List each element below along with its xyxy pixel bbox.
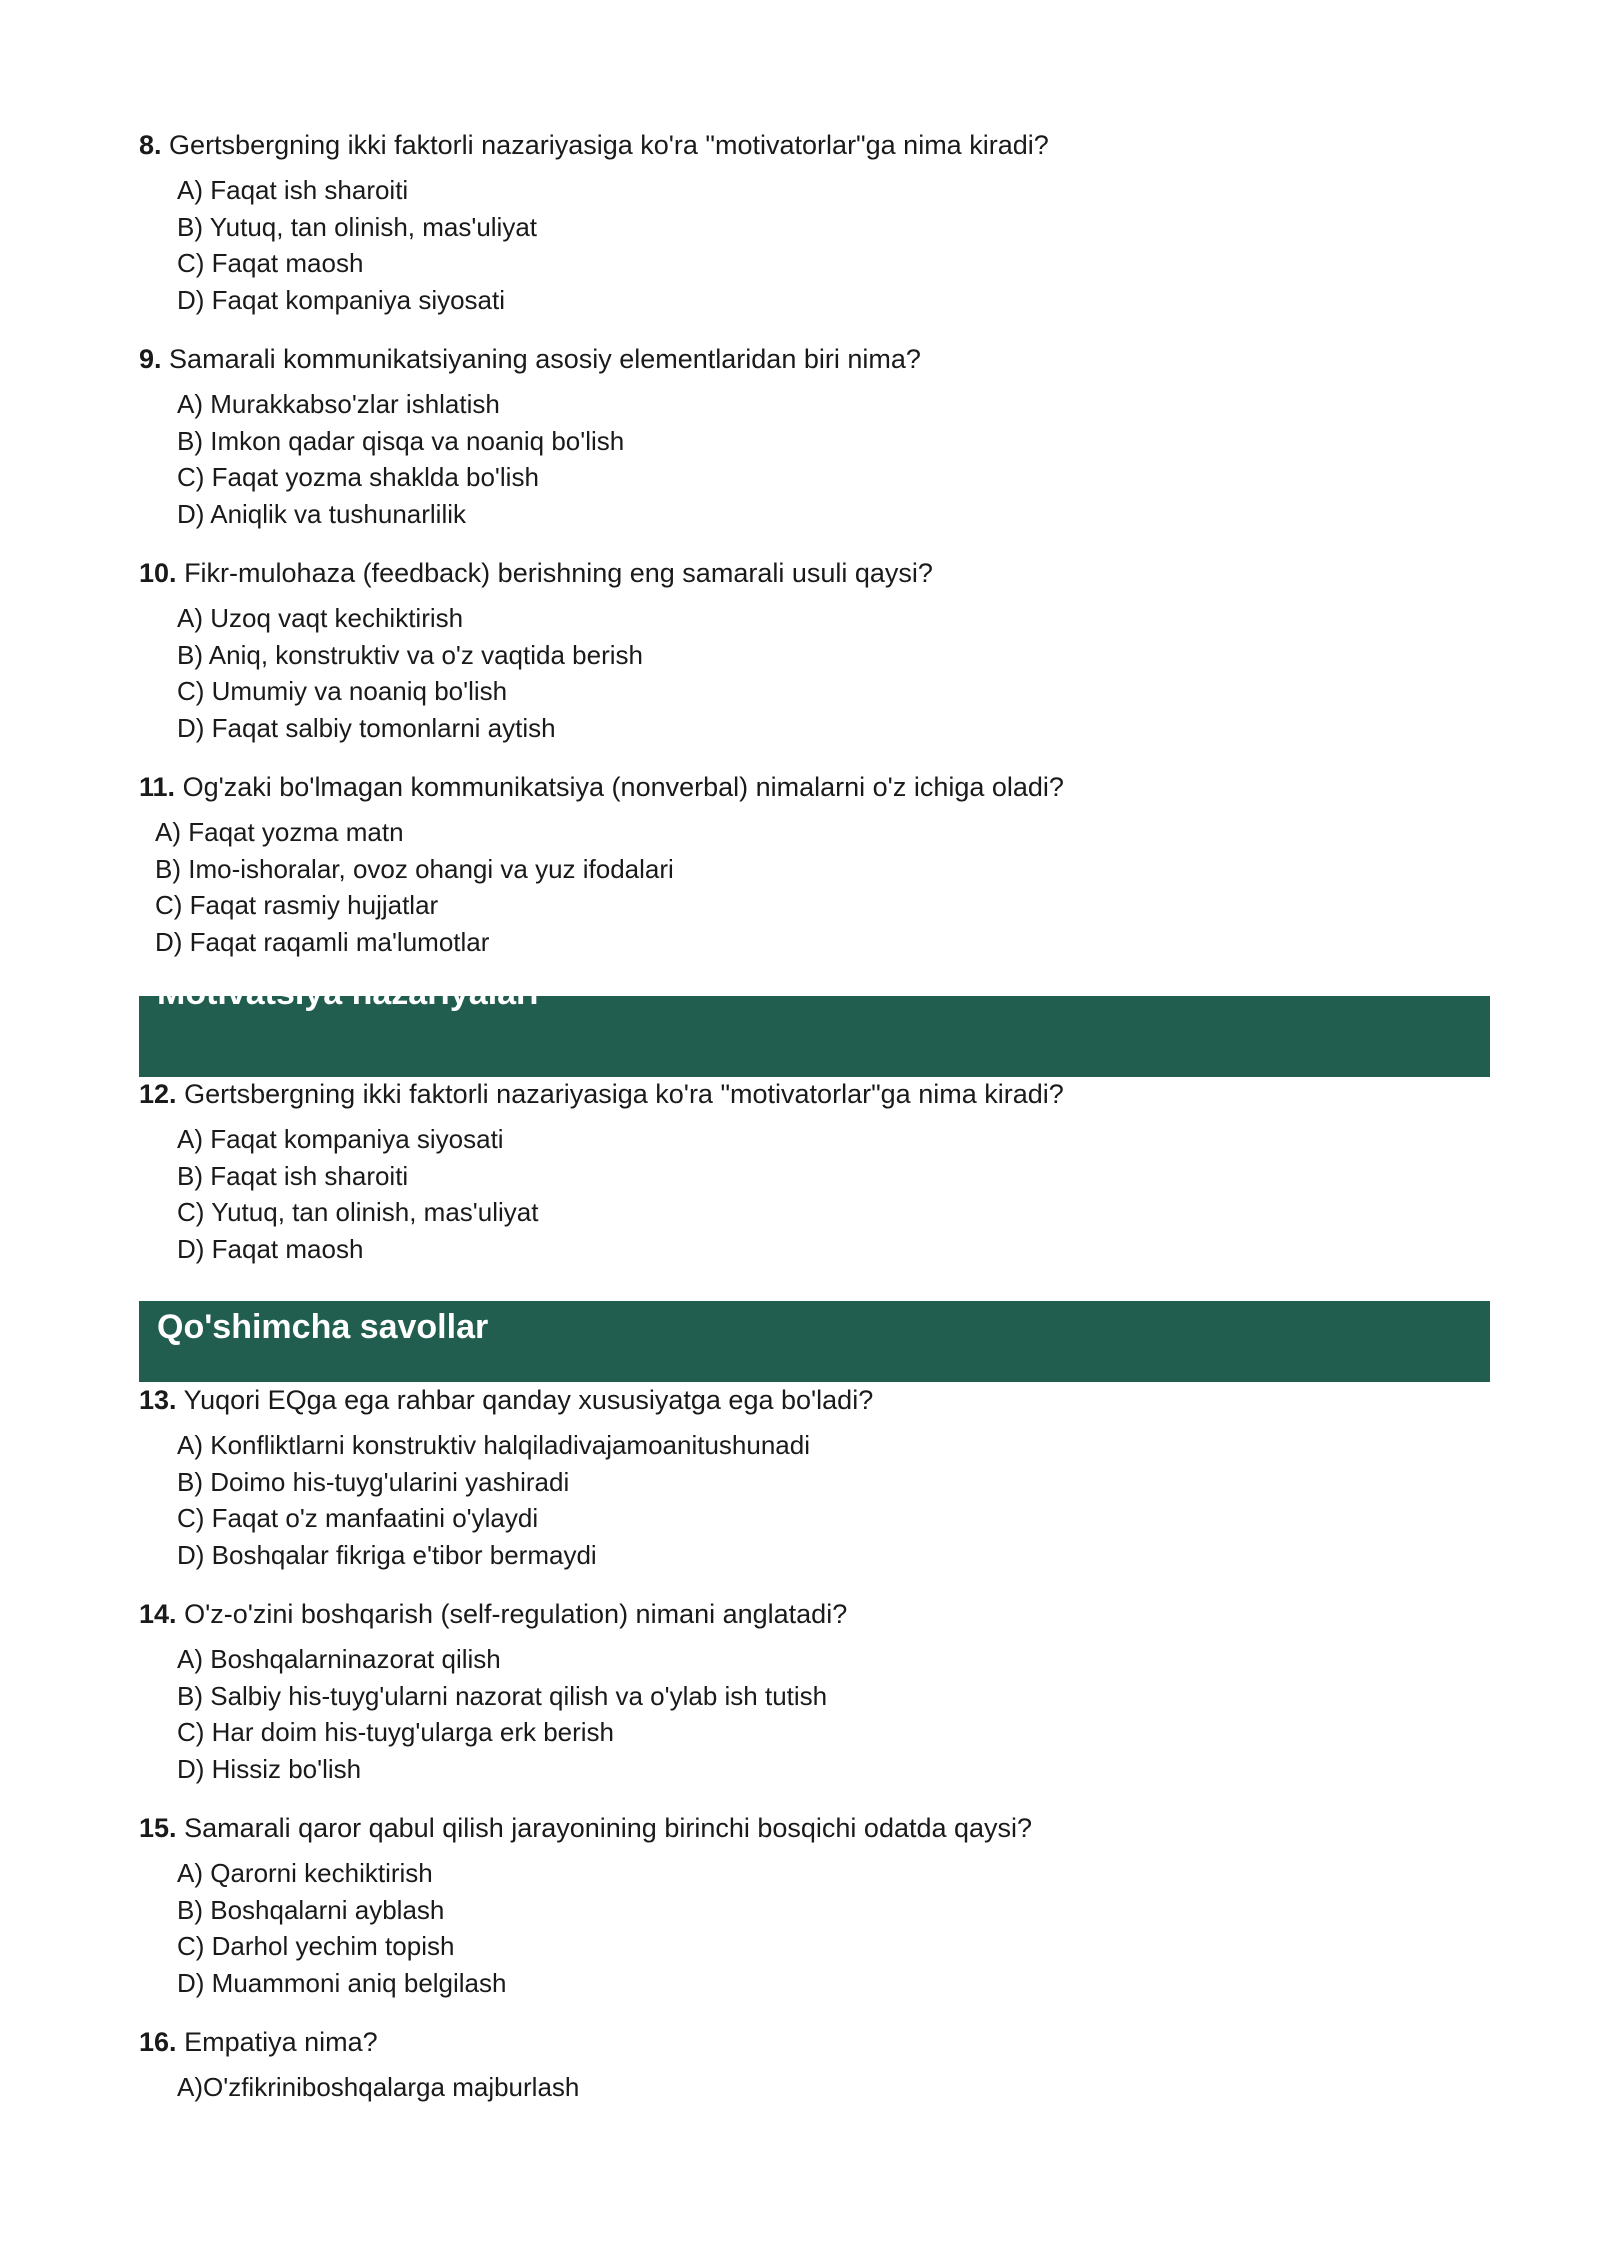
question-number: 16. <box>139 2027 177 2057</box>
option-a: A) Faqat ish sharoiti <box>177 175 409 205</box>
question-12 <box>139 1077 1064 1111</box>
question-number: 14. <box>139 1599 177 1629</box>
option-d: D) Aniqlik va tushunarlilik <box>177 499 467 530</box>
question-14 <box>139 1597 847 1631</box>
options-list <box>177 1427 810 1574</box>
section-title: Motivatsiya nazariyalari <box>157 974 539 1012</box>
option-c: C) Faqat rasmiy hujjatlar <box>155 890 439 921</box>
option-a: A) Faqat kompaniya siyosati <box>177 1124 504 1154</box>
option-c: C) Faqat o'z manfaatini o'ylaydi <box>177 1503 539 1534</box>
question-text: Empatiya nima? <box>184 2027 378 2057</box>
option-b: B) Yutuq, tan olinish, mas'uliyat <box>177 211 538 242</box>
question-16 <box>139 2025 378 2059</box>
question-number: 11. <box>139 772 176 802</box>
question-number: 9. <box>139 344 162 374</box>
question-text: Samarali qaror qabul qilish jarayonining birinchi bosqichi odatda qaysi? <box>184 1813 1033 1843</box>
options-list <box>177 2069 579 2106</box>
question-text: Samarali kommunikatsiyaning asosiy elementlaridan biri nima? <box>169 344 921 374</box>
option-d: D) Faqat raqamli ma'lumotlar <box>155 927 490 958</box>
option-c: C) Faqat maosh <box>177 248 364 279</box>
question-10 <box>139 556 933 590</box>
option-c: C) Darhol yechim topish <box>177 1931 455 1962</box>
options-list <box>177 1121 538 1268</box>
question-number: 15. <box>139 1813 177 1843</box>
option-d: D) Muammoni aniq belgilash <box>177 1968 507 1999</box>
option-a: A) Uzoq vaqt kechiktirish <box>177 603 464 633</box>
option-b: B) Faqat ish sharoiti <box>177 1160 409 1191</box>
question-15 <box>139 1811 1032 1845</box>
options-list <box>177 386 624 533</box>
option-c: C) Yutuq, tan olinish, mas'uliyat <box>177 1197 539 1228</box>
option-c: C) Faqat yozma shaklda bo'lish <box>177 462 539 493</box>
option-d: D) Faqat kompaniya siyosati <box>177 285 506 316</box>
question-number: 12. <box>139 1079 177 1109</box>
question-text: Yuqori EQga ega rahbar qanday xususiyatga ega bo'ladi? <box>183 1385 874 1415</box>
option-a: A)O'zfikriniboshqalarga majburlash <box>177 2072 580 2102</box>
option-d: D) Faqat maosh <box>177 1234 364 1265</box>
question-number: 13. <box>139 1385 177 1415</box>
option-b: B) Imkon qadar qisqa va noaniq bo'lish <box>177 425 625 456</box>
question-9 <box>139 342 921 376</box>
question-8 <box>139 128 1049 162</box>
option-a: A) Qarorni kechiktirish <box>177 1858 433 1888</box>
option-d: D) Faqat salbiy tomonlarni aytish <box>177 713 556 744</box>
option-a: A) Faqat yozma matn <box>155 817 404 847</box>
option-b: B) Aniq, konstruktiv va o'z vaqtida berish <box>177 639 643 670</box>
question-text: Og'zaki bo'lmagan kommunikatsiya (nonverbal) nimalarni o'z ichiga oladi? <box>182 772 1064 802</box>
option-b: B) Boshqalarni ayblash <box>177 1894 445 1925</box>
option-b: B) Imo-ishoralar, ovoz ohangi va yuz ifodalari <box>155 853 674 884</box>
option-b: B) Doimo his-tuyg'ularini yashiradi <box>177 1466 570 1497</box>
options-list <box>177 600 643 747</box>
option-a: A) Murakkabso'zlar ishlatish <box>177 389 500 419</box>
section-banner-motivation <box>139 974 1490 1077</box>
question-text: Gertsbergning ikki faktorli nazariyasiga ko'ra "motivatorlar"ga nima kiradi? <box>169 130 1049 160</box>
section-banner-additional <box>139 1301 1490 1382</box>
question-text: Fikr-mulohaza (feedback) berishning eng samarali usuli qaysi? <box>184 558 933 588</box>
options-list <box>155 814 674 961</box>
question-number: 10. <box>139 558 177 588</box>
question-11 <box>139 770 1064 804</box>
question-text: O'z-o'zini boshqarish (self-regulation) nimani anglatadi? <box>184 1599 848 1629</box>
option-b: B) Salbiy his-tuyg'ularni nazorat qilish va o'ylab ish tutish <box>177 1680 828 1711</box>
option-a: A) Boshqalarninazorat qilish <box>177 1644 501 1674</box>
option-c: C) Umumiy va noaniq bo'lish <box>177 676 508 707</box>
options-list <box>177 1855 506 2002</box>
options-list <box>177 172 537 319</box>
option-c: C) Har doim his-tuyg'ularga erk berish <box>177 1717 615 1748</box>
question-number: 8. <box>139 130 162 160</box>
question-text: Gertsbergning ikki faktorli nazariyasiga ko'ra "motivatorlar"ga nima kiradi? <box>184 1079 1064 1109</box>
option-d: D) Boshqalar fikriga e'tibor bermaydi <box>177 1540 597 1571</box>
options-list <box>177 1641 827 1788</box>
question-13 <box>139 1383 873 1417</box>
option-a: A) Konfliktlarni konstruktiv halqiladivajamoanitushunadi <box>177 1430 811 1460</box>
option-d: D) Hissiz bo'lish <box>177 1754 362 1785</box>
section-title: Qo'shimcha savollar <box>157 1308 489 1346</box>
